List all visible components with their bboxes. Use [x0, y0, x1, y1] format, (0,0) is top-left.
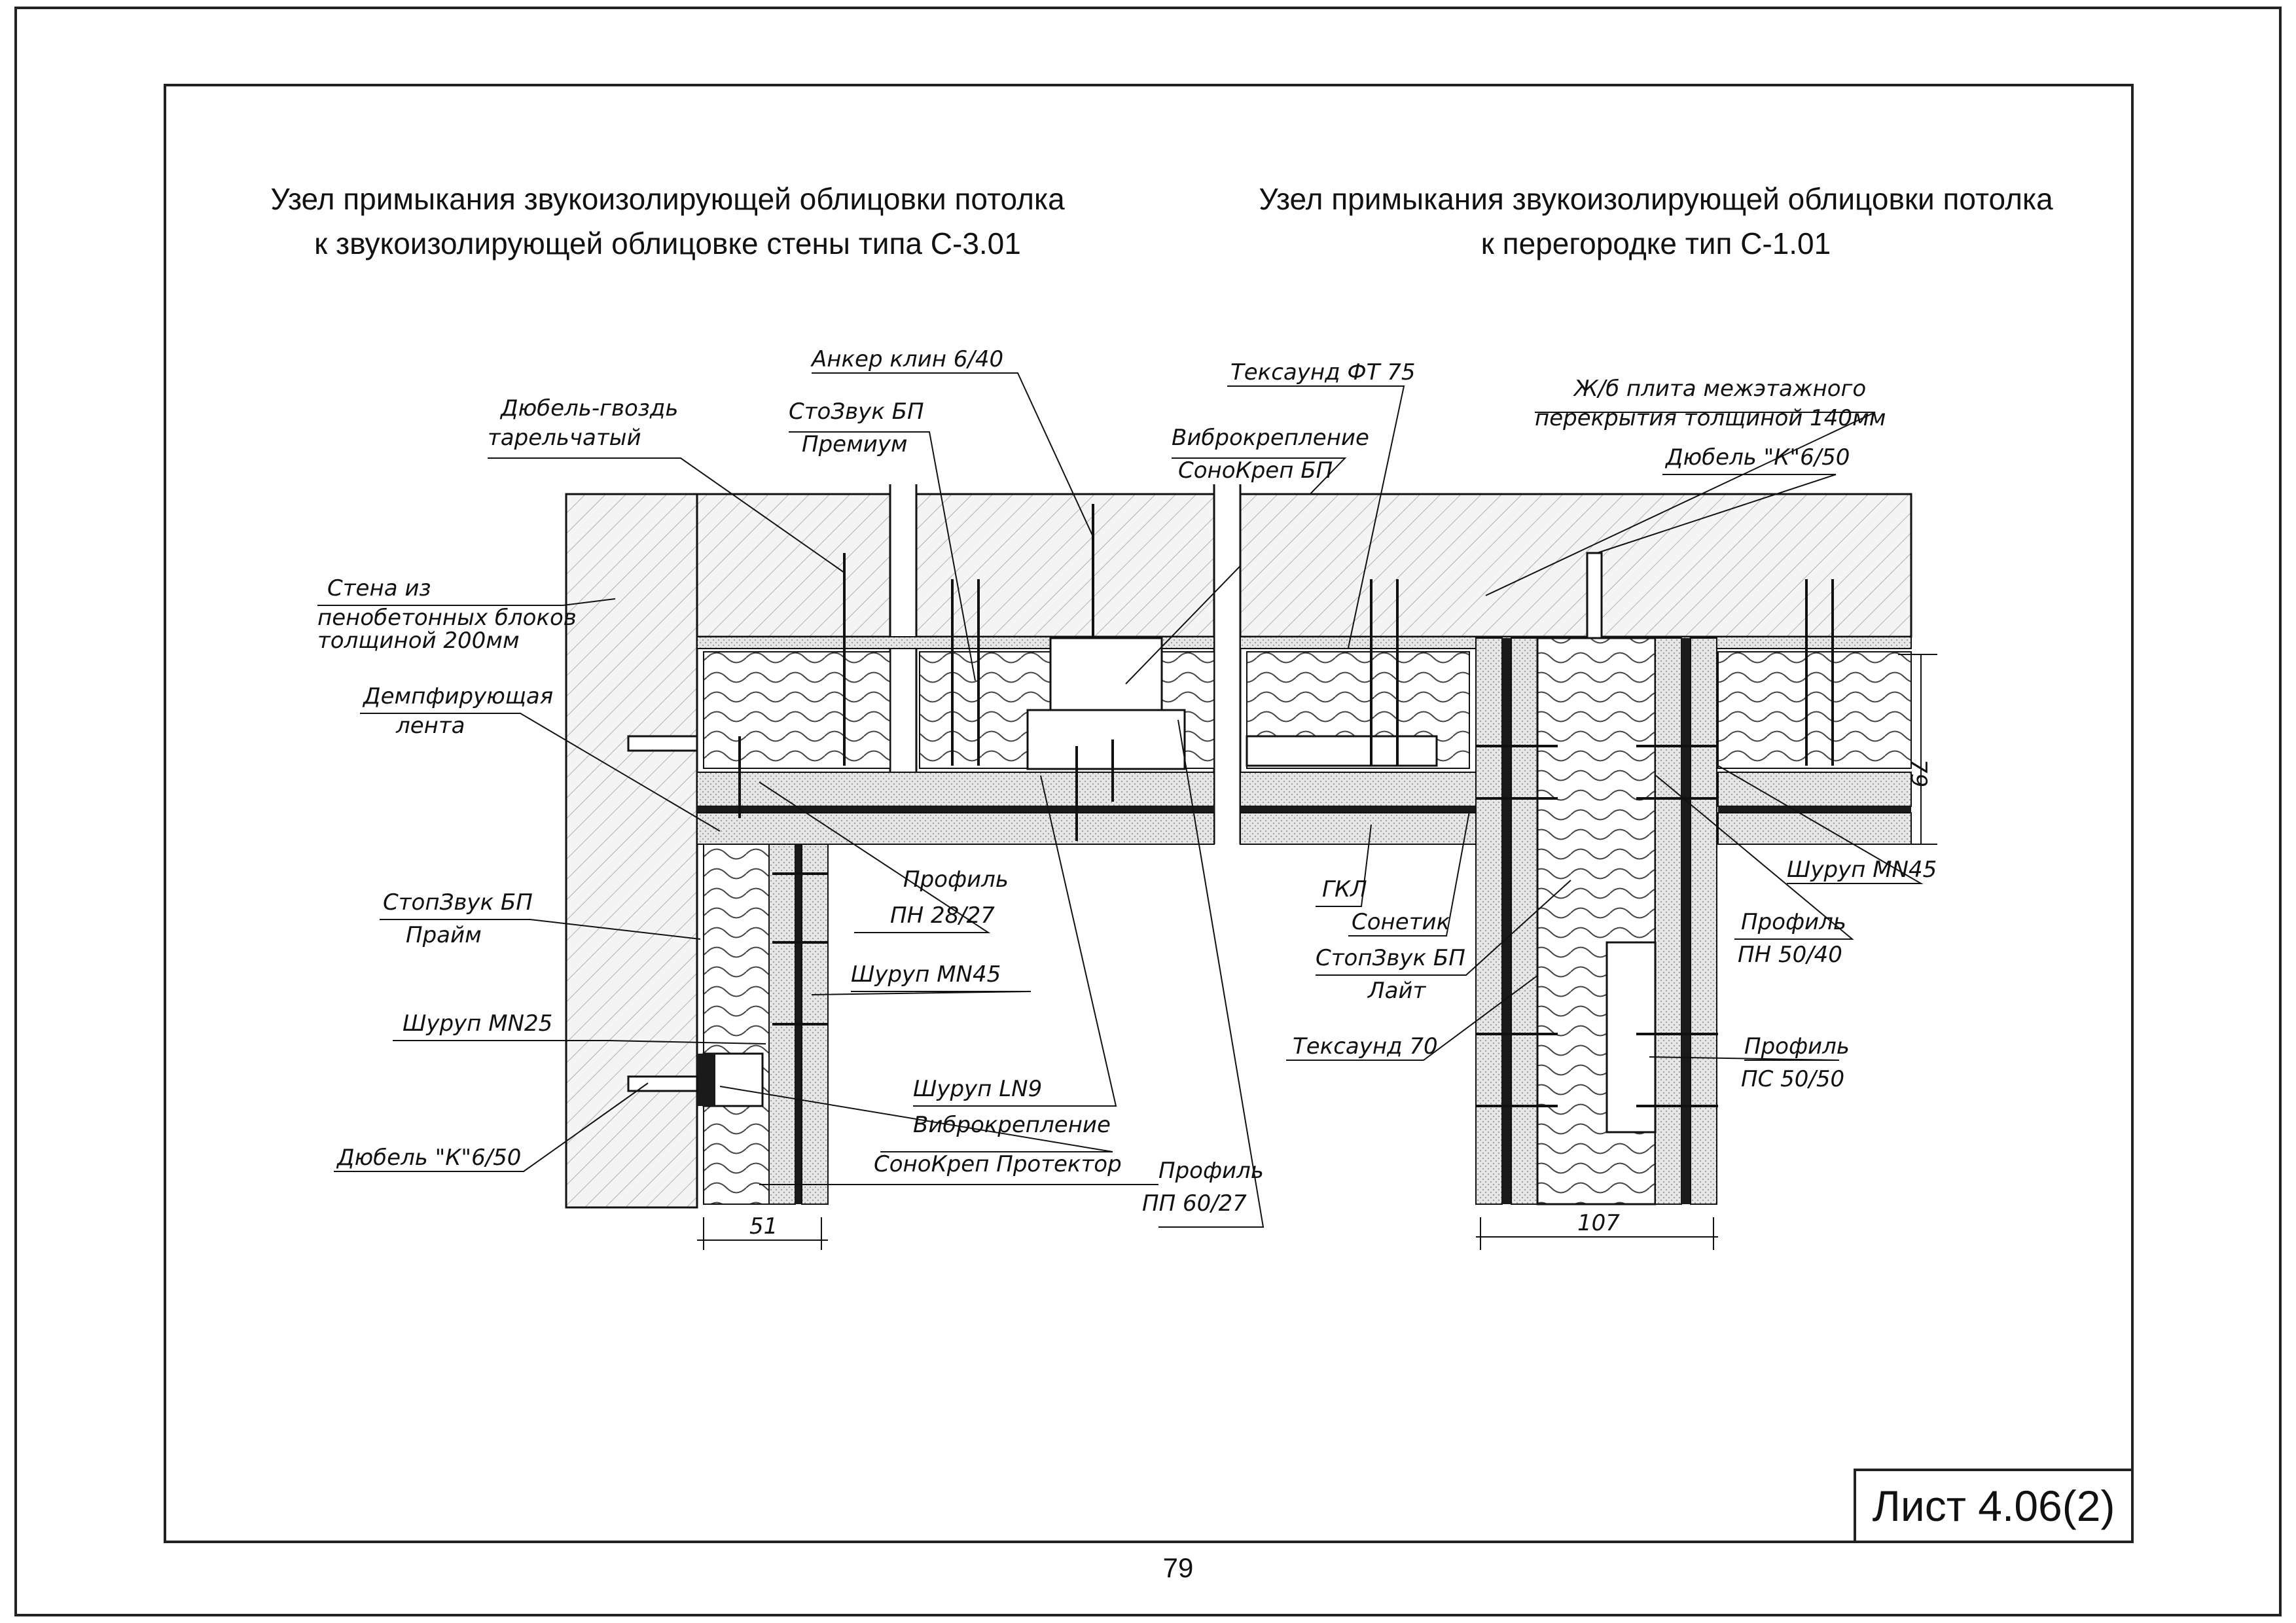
sheet-label: Лист 4.06(2): [1872, 1482, 2115, 1530]
label-wall-line2: пенобетонных блоков: [317, 605, 577, 631]
label-gkl: ГКЛ: [1322, 876, 1367, 902]
label-profile-pn28-line1: Профиль: [903, 866, 1009, 893]
profile-pp-60-27: [1028, 710, 1185, 769]
dowel-k-wall: [628, 1077, 697, 1091]
label-screw-mn45-left: Шуруп MN45: [851, 961, 1001, 988]
label-profile-pn50-line2: ПН 50/40: [1738, 942, 1842, 968]
label-screw-mn25: Шуруп MN25: [403, 1010, 553, 1037]
right-title-line2: к перегородке тип С-1.01: [1480, 226, 1831, 260]
page-number: 79: [1162, 1552, 1194, 1583]
stopzvuk-bp-premium-wool: [704, 652, 890, 768]
label-dowel-k-right: Дюбель "К"6/50: [1666, 444, 1850, 471]
label-profile-ps-line1: Профиль: [1744, 1033, 1850, 1060]
label-anchor: Анкер клин 6/40: [812, 346, 1004, 372]
label-damper-line2: лента: [396, 713, 465, 739]
label-texsound-ft75: Тексаунд ФТ 75: [1230, 359, 1416, 385]
foam-concrete-wall: [566, 494, 697, 1207]
label-dowel-nail-line1: Дюбель-гвоздь: [501, 395, 679, 421]
label-stopzvuk-bp-line1: СтоЗвук БП: [789, 399, 924, 425]
label-profile-pp-line1: Профиль: [1158, 1158, 1264, 1184]
dowel-top-wall: [628, 736, 697, 751]
left-title-line2: к звукоизолирующей облицовке стены типа С-3.01: [314, 226, 1021, 260]
label-screw-mn45-right: Шуруп MN45: [1787, 857, 1937, 883]
label-vibro-bp-line1: Виброкрепление: [1172, 425, 1369, 451]
label-vibro-protector-line2: СоноКреп Протектор: [874, 1151, 1122, 1177]
label-vibro-protector-line1: Виброкрепление: [913, 1112, 1111, 1138]
profile-ps-50-50: [1607, 942, 1655, 1132]
label-screw-ln9: Шуруп LN9: [913, 1076, 1043, 1102]
label-damper-line1: Демпфирующая: [363, 683, 554, 709]
dowel-k-slab: [1587, 553, 1602, 638]
label-stopzvuk-prime-line1: СтопЗвук БП: [383, 889, 533, 916]
label-sonetik: Сонетик: [1352, 909, 1450, 935]
label-stopzvuk-prime-line2: Прайм: [406, 922, 482, 948]
right-title-line1: Узел примыкания звукоизолирующей облицовки потолка: [1259, 182, 2053, 216]
label-slab-line1: Ж/б плита межэтажного: [1574, 376, 1867, 402]
floor-slab-middle: [916, 494, 1214, 637]
label-profile-pn50-line1: Профиль: [1741, 909, 1846, 935]
floor-slab-right: [1240, 494, 1911, 637]
label-stopzvuk-bp-line2: Премиум: [802, 431, 908, 457]
label-wall-line1: Стена из: [327, 575, 431, 601]
label-profile-pn28-line2: ПН 28/27: [890, 902, 995, 929]
left-title-line1: Узел примыкания звукоизолирующей облицовки потолка: [270, 182, 1065, 216]
label-wall-line3: толщиной 200мм: [317, 628, 520, 654]
dim-79: 79: [1905, 759, 1931, 788]
label-dowel-k-left: Дюбель "К"6/50: [337, 1145, 522, 1171]
right-node: [1227, 359, 1937, 1250]
sonokrep-bp-mount: [1050, 638, 1162, 710]
label-profile-ps-line2: ПС 50/50: [1741, 1066, 1845, 1092]
label-profile-pp-line2: ПП 60/27: [1142, 1190, 1247, 1217]
label-vibro-bp-line2: СоноКреп БП: [1178, 457, 1333, 484]
left-node: [317, 346, 1369, 1250]
label-slab-line2: перекрытия толщиной 140мм: [1535, 405, 1886, 431]
label-dowel-nail-line2: тарельчатый: [488, 425, 641, 451]
label-texsound-70: Тексаунд 70: [1293, 1033, 1438, 1060]
label-stopzvuk-lite-line1: СтопЗвук БП: [1316, 945, 1465, 971]
stopzvuk-bp-prime-wool: [704, 844, 769, 1204]
label-stopzvuk-lite-line2: Лайт: [1368, 978, 1426, 1004]
sheet-number-box: [1854, 1469, 2131, 1541]
floor-slab-left: [697, 494, 890, 637]
dim-107: 107: [1577, 1210, 1620, 1236]
dim-51: 51: [749, 1213, 778, 1240]
